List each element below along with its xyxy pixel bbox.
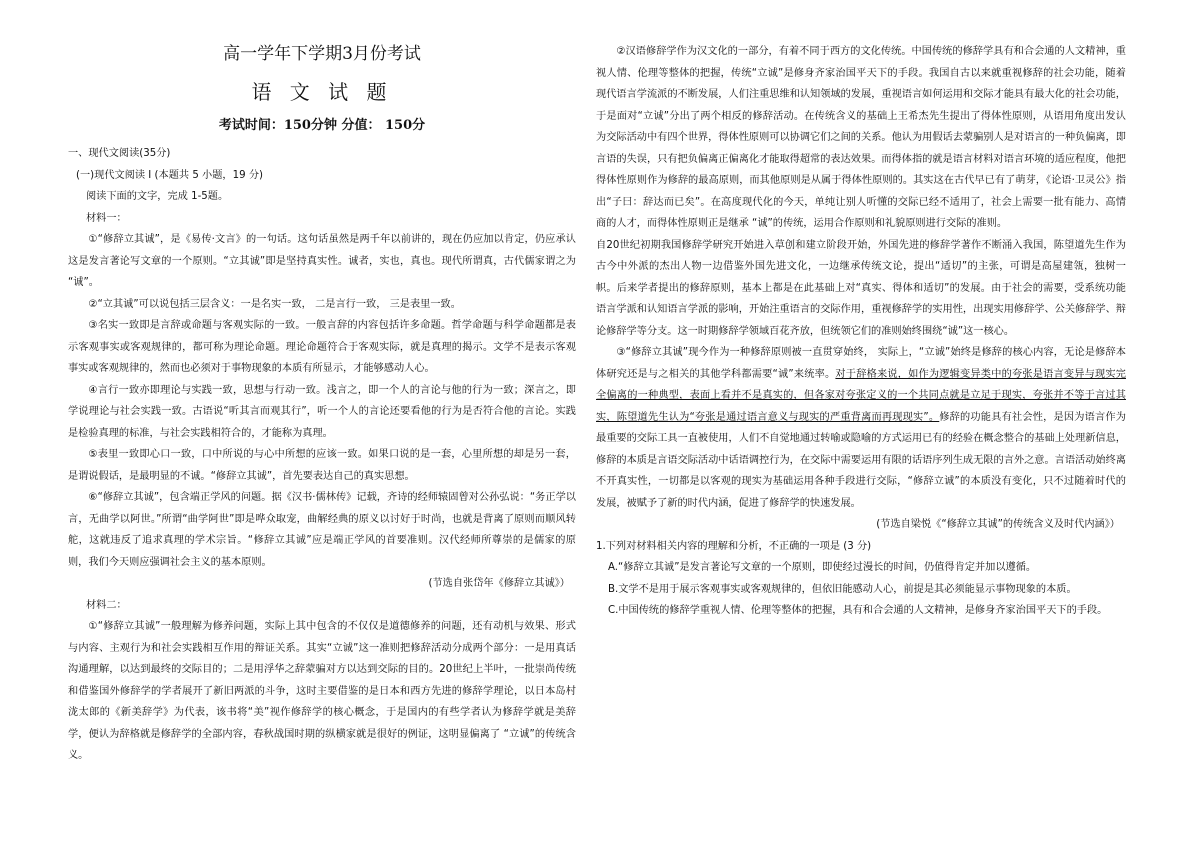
right-body [596,41,1126,622]
paragraph-text: 修辞的功能具有社会性，是因为语言作为最重要的交际工具一直被使用，人们不自觉地通过转喻或隐喻的方式运用已有的经验在概念整合的基础上处理新信息，修辞的本质是言语交际活动中话语调控行为，在交际中需要运用有限的话语序列生成无限的言外之意。言语活动始终离不开真实性，一切都是以客观的现实为基础运用各种手段进行交际，“修辞立诚”的本质没有变化，只不过随着时代的发展，被赋予了新的时代内涵，促进了修辞学的快速发展。 [596,411,1126,509]
question-option: B.文学不是用于展示客观事实或客观规律的，但依旧能感动人心，前提是其必须能显示事物现象的本质。 [608,583,1077,595]
subject-title: 语 文 试 题 [251,80,393,104]
part-heading: 一、现代文阅读(35分) [68,148,171,159]
underlined-sentence: 对于辞格来说，如作为逻辑变异类中的夸张是语言变异与现实完全偏离的一种典型，表面上看并不是真实的，但各家对夸张定义的一个共同点就是立足于现实，夸张并不等于言过其实，陈望道先生认为“夸张是通过语言意义与现实的严重背离而再现现实”。 [596,368,1126,423]
material-one-paragraph: ④言行一致亦即理论与实践一致，思想与行动一致。浅言之，即一个人的言论与他的行为一致；深言之，即学说理论与社会实践一致。古语说“听其言而观其行”，听一个人的言论还要看他的行为是否符合他的言论。实践是检验真理的标准，与社会实践相符合的，才能称为真理。 [68,384,576,439]
material-two-source: (节选自梁悦《“修辞立其诚”的传统含义及时代内涵》） [876,519,1120,530]
paragraph-text: ③“修辞立其诚”现今作为一种修辞原则被一直贯穿始终， 实际上，“立诚”始终是修辞的核心内容，无论是修辞本体研究还是与之相关的其他学科都需要“诚”来统率。 [596,347,1126,380]
material-one-paragraph: ⑤表里一致即心口一致，口中所说的与心中所想的应该一致。如果口说的是一套，心里所想的却是另一套，是谓说假话，是最明显的不诚。“修辞立其诚”，首先要表达自己的真实思想。 [68,449,576,482]
material-one-paragraph: ③名实一致即是言辞或命题与客观实际的一致。一般言辞的内容包括许多命题。哲学命题与科学命题都是表示客观事实或客观规律的，都可称为理论命题。理论命题符合于客观实际，就是真理的揭示。文学不是表示客观事实或客观规律的，然而也必须对于事物现象的本质有所显示，才能够感动人心。 [68,320,576,374]
material-two-paragraph: 自20世纪初期我国修辞学研究开始进入草创和建立阶段开始，外国先进的修辞学著作不断涌入我国，陈望道先生作为古今中外派的杰出人物一边借鉴外国先进文化，一边继承传统文论，提出“适切”的主张，可谓是高屋建瓴，独树一帜。后来学者提出的修辞原则，基本上都是在此基础上对“真实、得体和适切”的发展。由于社会的需要，受系统功能语言学派和认知语言学派的影响，开始注重语言的交际作用，重视修辞学的实用性，出现实用修辞学、公关修辞学、辩论修辞学等分支。这一时期修辞学领域百花齐放，但统领它们的准则始终围绕“诚”这一核心。 [596,239,1126,337]
material-two-label: 材料二： [86,599,127,611]
material-two-paragraph: ②汉语修辞学作为汉文化的一部分，有着不同于西方的文化传统。中国传统的修辞学具有和合会通的人文精神，重视人情、伦理等整体的把握，传统“立诚”是修身齐家治国平天下的手段。我国自古以来就重视修辞的社会功能，随着现代语言学流派的不断发展，人们注重思维和认知领域的发展，重视语言如何运用和交际才能具有最大化的社会功能，于是面对“立诚”分出了两个相反的修辞活动。在传统含义的基础上王希杰先生提出了得体性原则，从语用角度出发认为交际活动中有四个世界，得体性原则可以协调它们之间的关系。他认为用假话去蒙骗别人是对语言的一种负偏离，即言语的失误，只有把负偏离正偏离化才能取得超常的表达效果。而得体指的就是语言材料对语言环境的适应程度，他把得体性原则作为修辞的最高原则，而其他原则是从属于得体性原则的。其实这在古代早已有了萌芽，《论语·卫灵公》指出“子曰：辞达而已矣”。在高度现代化的今天，单纯让别人听懂的交际已经不适用了，社会上需要一批有能力、高情商的人才，而得体性原则正是继承 “诚”的传统，运用合作原则和礼貌原则进行交际的准则。 [596,46,1126,229]
material-one-paragraph: ①“修辞立其诚”，是《易传·文言》的一句话。这句话虽然是两千年以前讲的，现在仍应加以肯定，仍应承认这是发言著论写文章的一个原则。“立其诚”即是坚持真实性。诚者，实也，真也。现代所谓真，古代儒家谓之为 “诚”。 [68,234,576,288]
question-option: A.“修辞立其诚”是发言著论写文章的一个原则，即使经过漫长的时间，仍值得肯定并加以遵循。 [608,562,1037,573]
instruction: 阅读下面的文字，完成 1-5题。 [86,191,229,202]
material-two-paragraph-3 [596,342,1126,514]
material-one-source: (节选自张岱年《修辞立其诚》） [428,578,570,589]
material-one-paragraph: ⑥“修辞立其诚”，包含端正学风的问题。据《汉书·儒林传》记载，齐诗的经师辕固曾对公孙弘说：“务正学以言，无曲学以阿世。”所谓“曲学阿世”即是哗众取宠，曲解经典的原义以讨好于时尚，也就是背离了原则而顺风转舵，这就违反了追求真理的学术宗旨。“修辞立其诚”应是端正学风的首要准则。汉代经师所尊崇的是儒家的原则，我们今天则应强调社会主义的基本原则。 [68,492,576,568]
question-option: C.中国传统的修辞学重视人情、伦理等整体的把握，具有和合会通的人文精神，是修身齐家治国平天下的手段。 [608,605,1108,616]
exam-title: 高一学年下学期3月份考试 [223,44,421,64]
question-1: 1.下列对材料相关内容的理解和分析，不正确的一项是 (3 分) [596,540,872,552]
subpart-heading: (一)现代文阅读 I (本题共 5 小题，19 分) [76,169,263,181]
exam-info: 考试时间：150分钟 分值： 150分 [218,118,426,133]
material-one-paragraph: ②“立其诚”可以说包括三层含义：一是名实一致， 二是言行一致， 三是表里一致。 [88,298,461,310]
material-one-label: 材料一： [86,212,127,224]
left-body [68,143,576,767]
material-two-paragraph: ①“修辞立其诚”一般理解为修养问题，实际上其中包含的不仅仅是道德修养的问题，还有动机与效果、形式与内容、主观行为和社会实践相互作用的辩证关系。其实“立诚”这一准则把修辞活动分成两个部分：一是用真话沟通理解，以达到最终的交际目的；二是用浮华之辞蒙骗对方以达到交际的目的。20世纪上半叶，一批崇尚传统和借鉴国外修辞学的学者展开了新旧两派的斗争，这时主要借鉴的是日本和西方先进的修辞学理论，以日本岛村泷太郎的《新美辞学》为代表，该书将“美”视作修辞学的核心概念，于是国内的有些学者认为修辞学就是美辞学，便认为辞格就是修辞学的全部内容，春秋战国时期的纵横家就是很好的例证，这明显偏离了 “立诚”的传统含义。 [68,621,576,761]
